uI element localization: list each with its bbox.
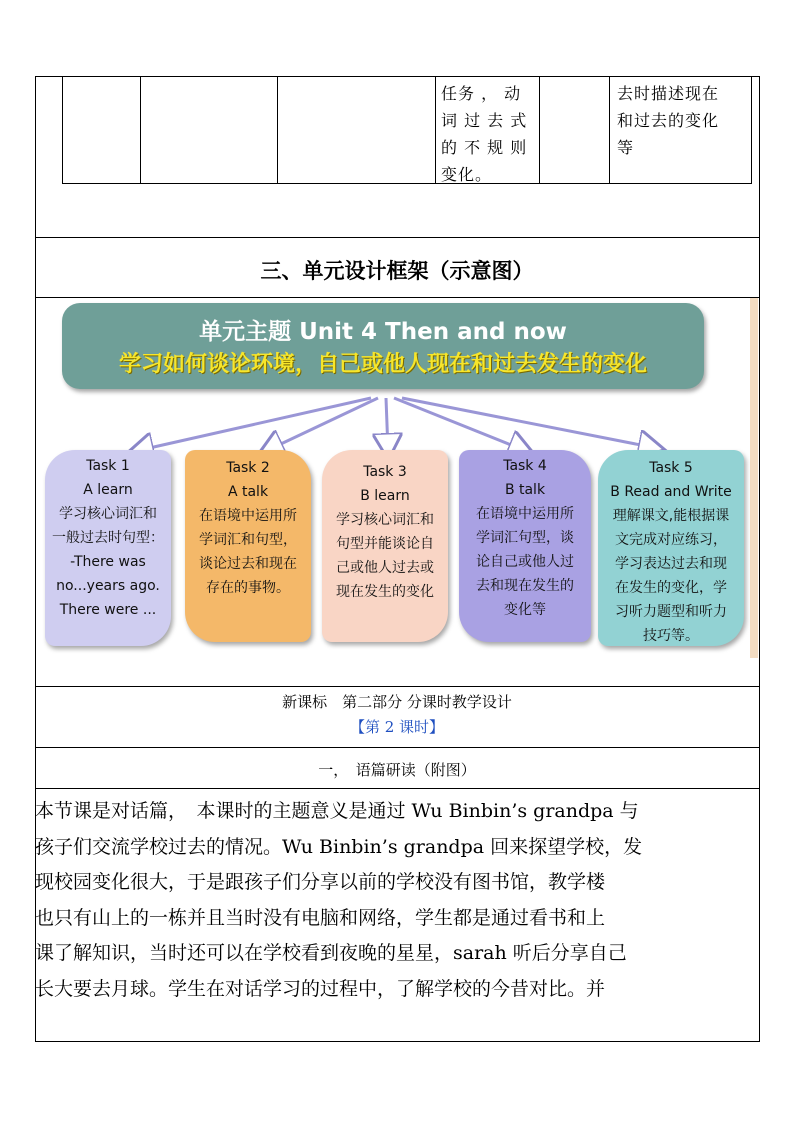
cell-line: 的 不 规 则 [441,138,528,157]
task-name: Task 5 [649,460,693,476]
task-name: Task 3 [363,464,407,480]
row-divider [35,686,759,687]
task-desc-line: 学习表达过去和现 [615,556,727,572]
cell-line: 和过去的变化 [617,111,720,130]
task-card-1 [45,450,171,646]
column-divider [539,76,540,183]
task-name: Task 4 [503,458,547,474]
row-divider [35,237,759,238]
row-divider [35,788,759,789]
task-desc-line: 技巧等。 [643,628,699,644]
theme-subtitle: 学习如何谈论环境，自己或他人现在和过去发生的变化 [118,352,647,377]
cell-line: 去时描述现在 [617,84,720,103]
part-heading: 新课标 第二部分 分课时教学设计 [282,693,512,711]
arrow-task1 [136,398,371,451]
task-desc-line: 学词汇和句型， [199,532,297,548]
task-name: Task 2 [226,460,270,476]
task-desc-line: 学习核心词汇和 [336,512,434,528]
reading-paragraph [35,794,757,1007]
task-cell [441,80,537,188]
task-desc-line: There were ... [59,602,157,618]
task-desc-line: no...years ago. [56,578,160,594]
column-divider [140,76,141,183]
task-part: A talk [227,484,269,500]
paragraph-line: 长大要去月球。学生在对话学习的过程中，了解学校的今昔对比。并 [35,977,606,1000]
unit-framework-diagram [36,298,758,686]
task-desc-line: 学习核心词汇和 [59,506,157,522]
column-divider [435,76,436,183]
theme-title: 单元主题 Unit 4 Then and now [199,319,567,345]
task-part: A learn [83,482,133,498]
paragraph-line: 现校园变化很大，于是跟孩子们分享以前的学校没有图书馆，教学楼 [35,871,606,893]
arrow-task5 [402,398,656,448]
task-desc-line: 在语境中运用所 [199,508,297,524]
arrow-task2 [266,398,378,451]
cell-line: 变化。 [441,165,493,184]
task-part: B Read and Write [610,484,732,500]
period-label: 【第 2 课时】 [349,718,445,736]
task-desc-line: 己或他人过去或 [336,560,434,576]
task-desc-line: 一般过去时句型： [52,530,164,546]
task-desc-line: 存在的事物。 [206,580,290,596]
task-desc-line: 去和现在发生的 [476,578,574,594]
column-divider [277,76,278,183]
task-desc-line: 理解课文,能根据课 [612,508,730,524]
task-desc-line: 变化等 [504,602,546,618]
paragraph-line: 本节课是对话篇， 本课时的主题意义是通过 Wu Binbin’s grandpa 与 [35,800,639,822]
task-desc-line: 句型并能谈论自 [336,536,434,552]
task-desc-line: 在语境中运用所 [476,506,574,522]
paragraph-line: 也只有山上的一栋并且当时没有电脑和网络，学生都是通过看书和上 [35,906,606,929]
task-desc-line: 习听力题型和听力 [615,604,727,620]
task-part: B learn [360,488,410,504]
task-desc-line: 文完成对应练习， [615,532,727,548]
cell-line: 等 [617,138,635,157]
task-desc-line: 学词汇句型，谈 [476,530,574,546]
task-card-4 [459,450,591,642]
task-card-2 [185,450,311,642]
arrow-task4 [394,398,526,451]
goal-cell [617,80,749,161]
task-card-3 [322,450,448,642]
task-desc-line: -There was [70,554,146,570]
reading-heading: 一， 语篇研读（附图） [318,761,476,779]
task-desc-line: 谈论过去和现在 [199,556,297,572]
paragraph-line: 课了解知识，当时还可以在学校看到夜晚的星星，sarah 听后分享自己 [35,942,627,964]
paragraph-line: 孩子们交流学校过去的情况。Wu Binbin’s grandpa 回来探望学校，发 [35,835,643,858]
task-card-5 [598,450,744,646]
section-title: 三、单元设计框架（示意图） [260,259,534,283]
row-divider [35,747,759,748]
arrow-task3 [386,398,388,451]
task-desc-line: 论自己或他人过 [476,554,574,570]
task-name: Task 1 [86,458,130,474]
column-divider [609,76,610,183]
cell-line: 词 过 去 式 [441,111,528,130]
task-desc-line: 现在发生的变化 [336,584,434,600]
task-part: B talk [504,482,546,498]
task-desc-line: 在发生的变化，学 [615,580,727,596]
cell-line: 任务 ， 动 [441,84,522,103]
